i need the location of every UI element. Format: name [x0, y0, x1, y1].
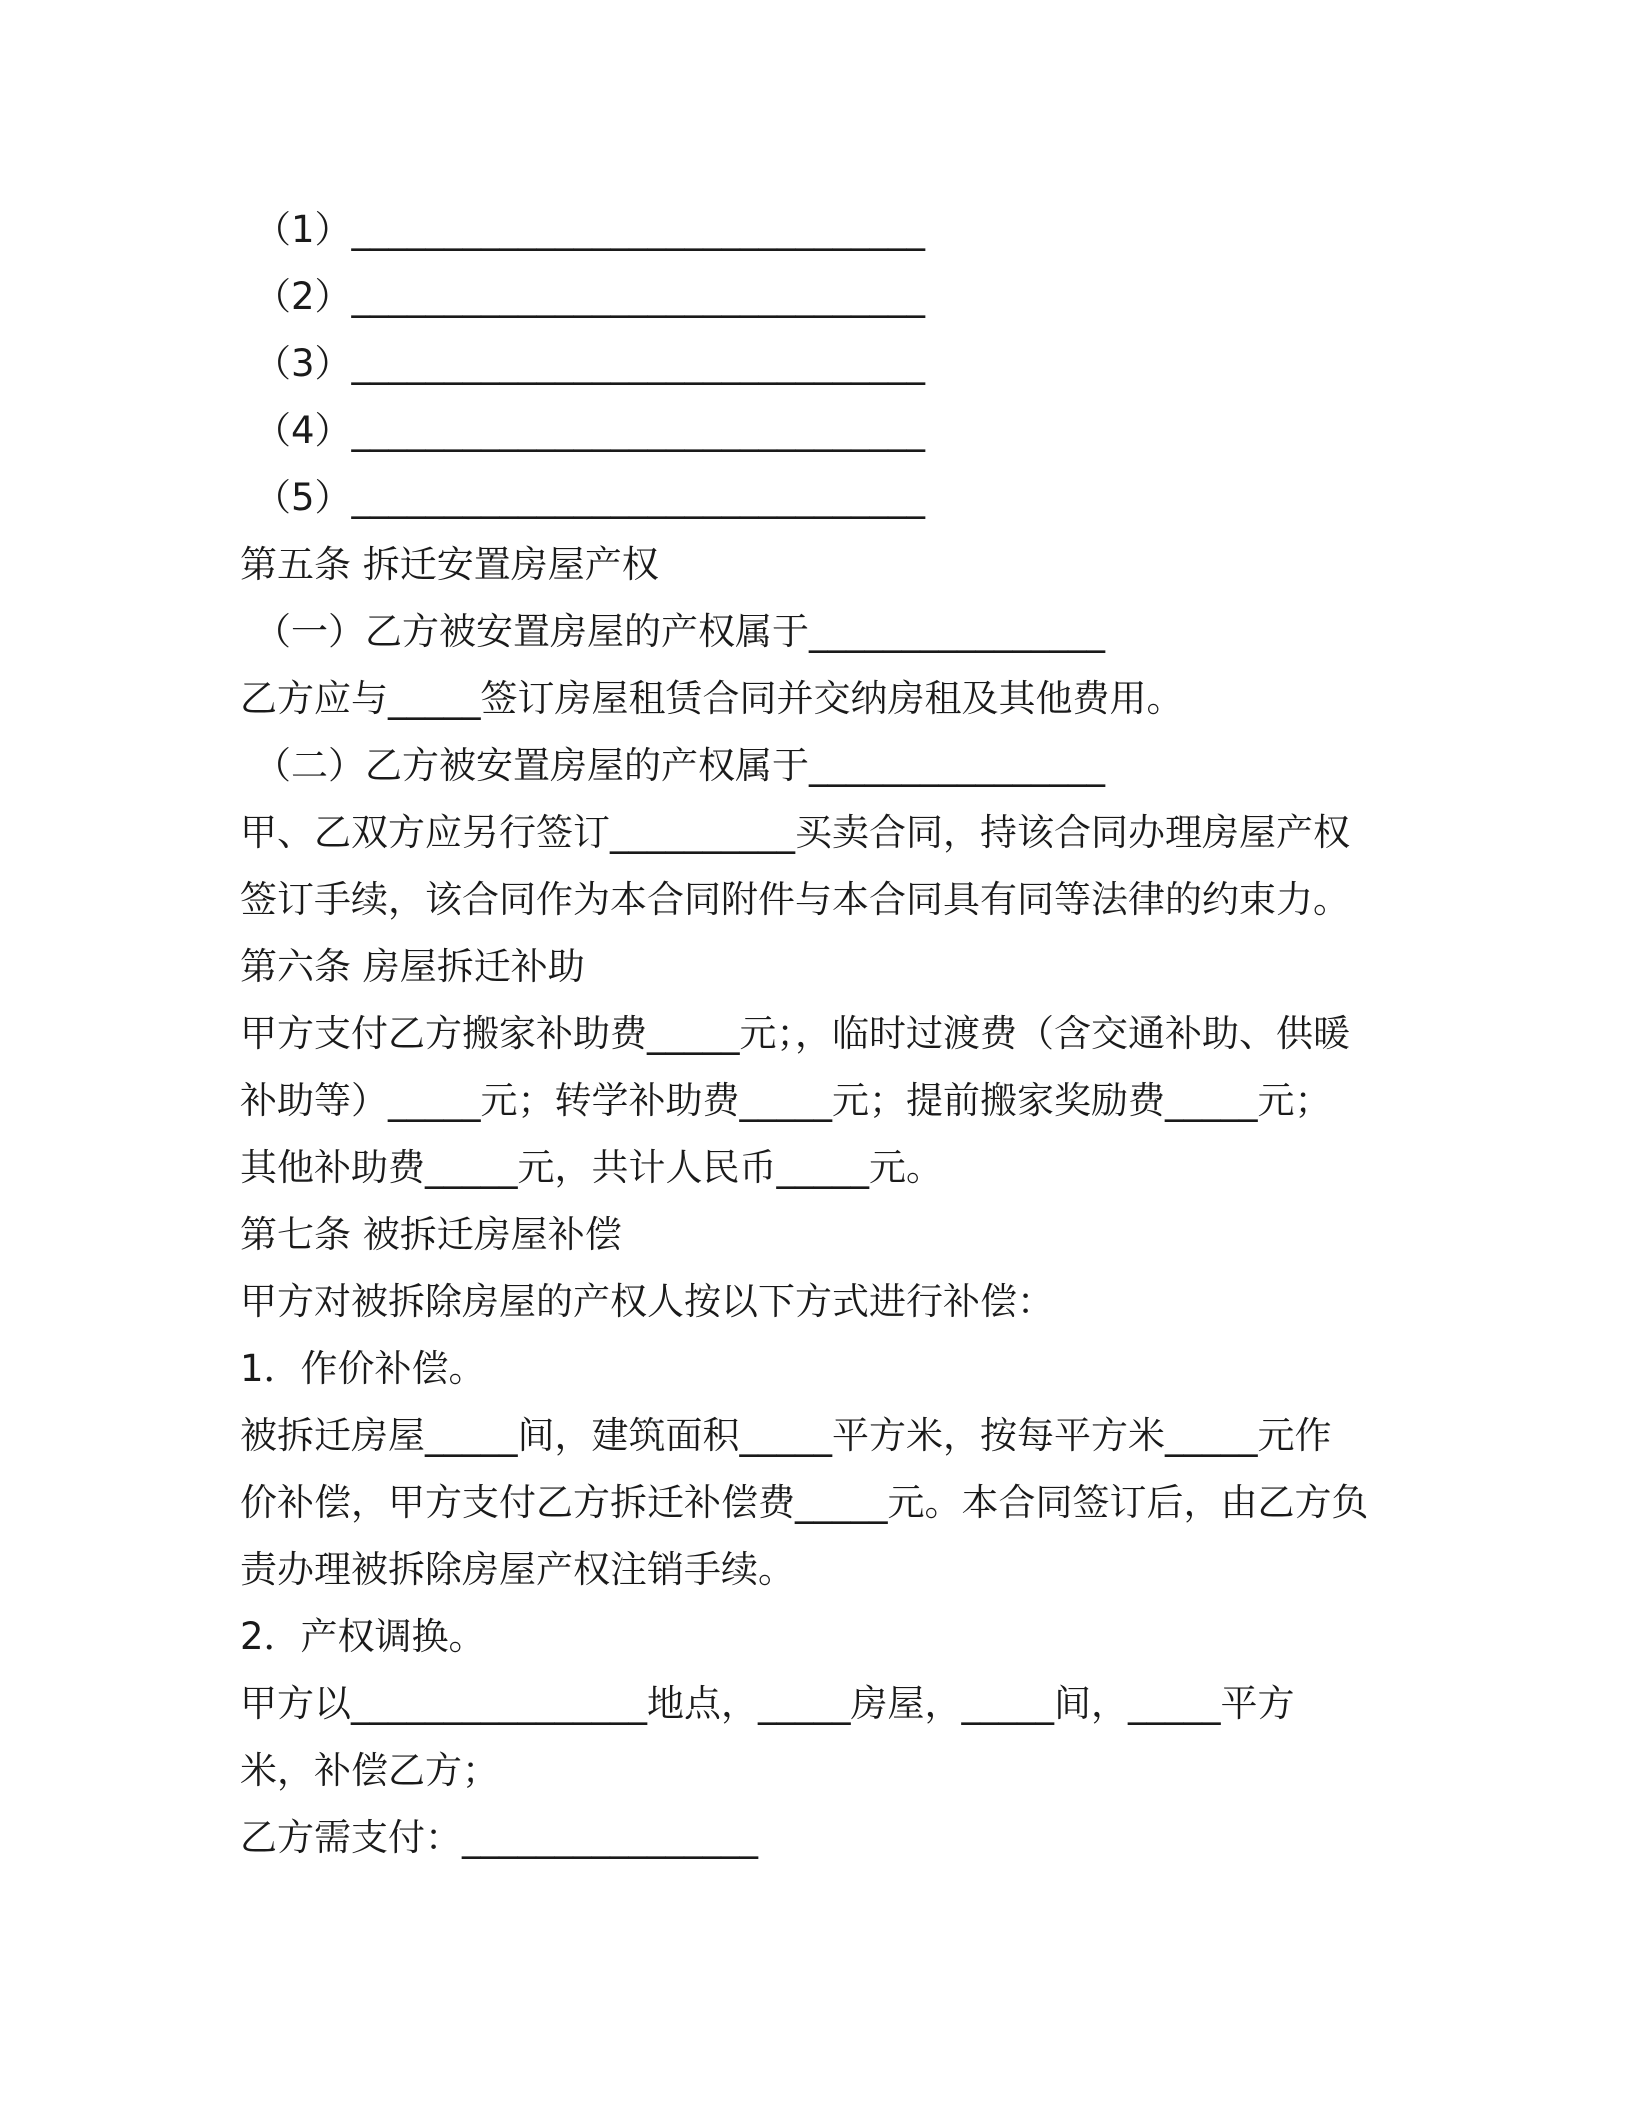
article-5-clause-2: （二）乙方被安置房屋的产权属于________________ — [254, 744, 1105, 787]
article-5-clause-2-text-1: 甲、乙双方应另行签订__________买卖合同，持该合同办理房屋产权 — [240, 811, 1350, 854]
blank-item-1: （1）_______________________________ — [254, 208, 926, 251]
article-7-option-2-title: 2．产权调换。 — [240, 1615, 486, 1658]
article-7-option-2-text-1: 甲方以________________地点，_____房屋，_____间，_____平方 — [240, 1682, 1295, 1725]
article-7-payment-line: 乙方需支付：________________ — [240, 1816, 758, 1859]
article-6-heading: 第六条 房屋拆迁补助 — [240, 945, 585, 988]
article-6-text-2: 补助等）_____元；转学补助费_____元；提前搬家奖励费_____元； — [240, 1079, 1332, 1122]
article-7-option-1-text-3: 责办理被拆除房屋产权注销手续。 — [240, 1548, 795, 1591]
article-6-text-3: 其他补助费_____元，共计人民币_____元。 — [240, 1146, 943, 1189]
article-5-clause-2-text-2: 签订手续，该合同作为本合同附件与本合同具有同等法律的约束力。 — [240, 878, 1350, 921]
article-7-option-2-text-2: 米，补偿乙方； — [240, 1749, 499, 1792]
blank-item-3: （3）_______________________________ — [254, 342, 926, 385]
article-5-heading: 第五条 拆迁安置房屋产权 — [240, 543, 659, 586]
blank-item-5: （5）_______________________________ — [254, 476, 926, 519]
article-5-clause-1: （一）乙方被安置房屋的产权属于________________ — [254, 610, 1105, 653]
blank-item-2: （2）_______________________________ — [254, 275, 926, 318]
article-6-text-1: 甲方支付乙方搬家补助费_____元；，临时过渡费（含交通补助、供暖 — [240, 1012, 1350, 1055]
article-5-clause-1-text: 乙方应与_____签订房屋租赁合同并交纳房租及其他费用。 — [240, 677, 1184, 720]
article-7-option-1-text-1: 被拆迁房屋_____间，建筑面积_____平方米，按每平方米_____元作 — [240, 1414, 1332, 1457]
article-7-option-1-text-2: 价补偿，甲方支付乙方拆迁补偿费_____元。本合同签订后，由乙方负 — [240, 1481, 1369, 1524]
article-7-heading: 第七条 被拆迁房屋补偿 — [240, 1213, 622, 1256]
article-7-intro: 甲方对被拆除房屋的产权人按以下方式进行补偿： — [240, 1280, 1054, 1323]
document-body — [240, 196, 1400, 1871]
article-7-option-1-title: 1．作价补偿。 — [240, 1347, 486, 1390]
blank-item-4: （4）_______________________________ — [254, 409, 926, 452]
